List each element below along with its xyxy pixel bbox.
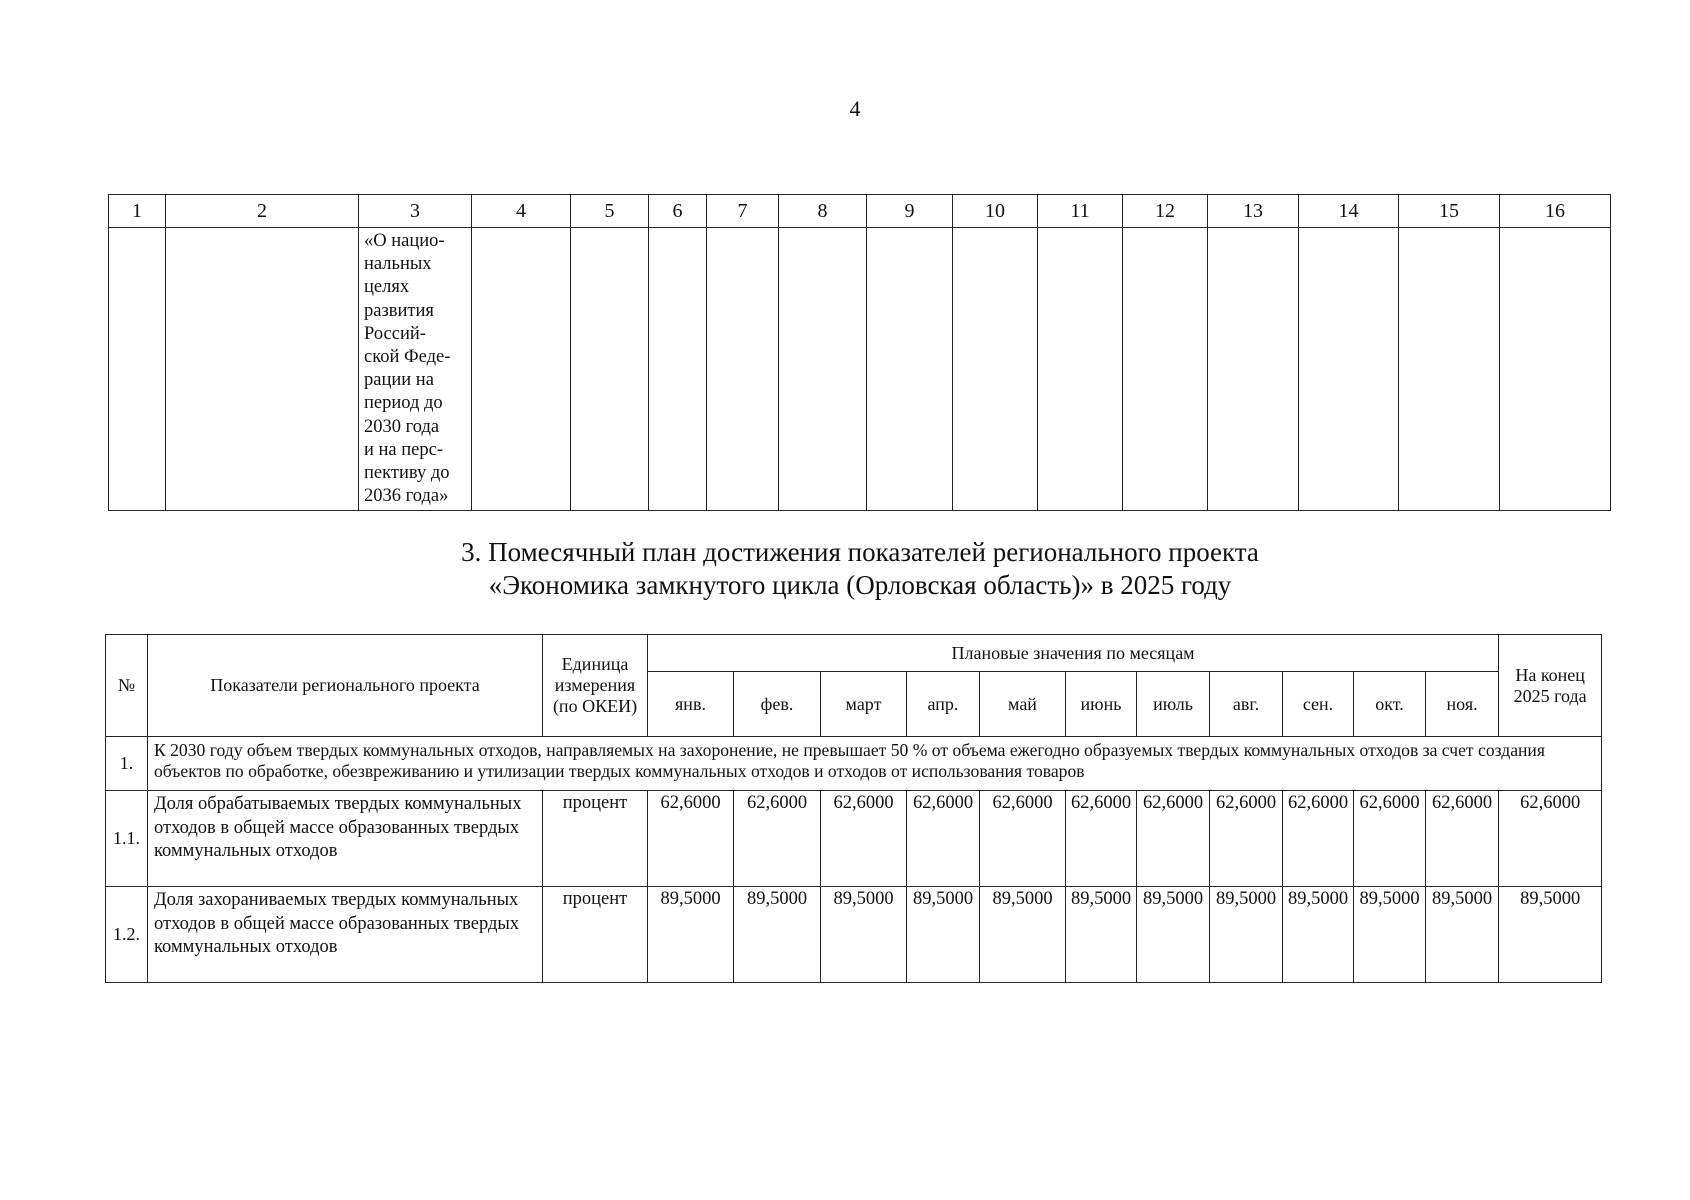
month-value: 62,6000 — [1283, 791, 1354, 887]
month-value: 62,6000 — [734, 791, 821, 887]
goal-number: 1. — [106, 737, 148, 791]
month-value: 62,6000 — [821, 791, 907, 887]
column-number: 10 — [953, 195, 1038, 228]
unit-value: процент — [543, 791, 648, 887]
column-number: 15 — [1399, 195, 1500, 228]
month-value: 89,5000 — [1137, 887, 1210, 983]
month-value: 62,6000 — [1426, 791, 1499, 887]
month-value: 89,5000 — [648, 887, 734, 983]
unit-value: процент — [543, 887, 648, 983]
row-number: 1.1. — [106, 791, 148, 887]
header-month: окт. — [1354, 672, 1426, 737]
law-reference-text: «О нацио- нальных целях развития Россий- ской Феде- рации на период до 2030 года и на перс- пективу до 2036 года» — [364, 231, 451, 507]
month-value: 62,6000 — [1137, 791, 1210, 887]
column-number: 4 — [472, 195, 571, 228]
column-number-row — [109, 195, 1611, 228]
month-value: 89,5000 — [980, 887, 1066, 983]
goal-row — [106, 737, 1602, 791]
continuation-row — [109, 228, 1611, 511]
month-value: 62,6000 — [648, 791, 734, 887]
month-value: 89,5000 — [1066, 887, 1137, 983]
section-title-line2: «Экономика замкнутого цикла (Орловская область)» в 2025 году — [488, 570, 1232, 600]
empty-cell — [1500, 228, 1611, 511]
indicator-name: Доля захораниваемых твердых коммунальных отходов в общей массе образованных твердых коммунальных отходов — [148, 887, 543, 983]
header-year-end: На конец 2025 года — [1499, 635, 1602, 737]
empty-cell — [953, 228, 1038, 511]
month-value: 89,5000 — [1426, 887, 1499, 983]
section-title-line1: 3. Помесячный план достижения показателей регионального проекта — [461, 537, 1259, 567]
column-number: 14 — [1299, 195, 1399, 228]
month-value: 89,5000 — [1354, 887, 1426, 983]
empty-cell — [166, 228, 359, 511]
table-row — [106, 887, 1602, 983]
header-month: фев. — [734, 672, 821, 737]
header-month: апр. — [907, 672, 980, 737]
section-title — [260, 536, 1460, 602]
empty-cell — [1399, 228, 1500, 511]
table-row — [106, 791, 1602, 887]
header-indicator: Показатели регионального проекта — [148, 635, 543, 737]
continuation-table — [108, 194, 1611, 511]
year-end-value: 89,5000 — [1499, 887, 1602, 983]
empty-cell — [571, 228, 649, 511]
empty-cell — [649, 228, 707, 511]
month-value: 89,5000 — [1210, 887, 1283, 983]
empty-cell — [707, 228, 779, 511]
column-number: 2 — [166, 195, 359, 228]
column-number: 1 — [109, 195, 166, 228]
header-row — [106, 635, 1602, 672]
monthly-plan-table — [105, 634, 1602, 983]
goal-text: К 2030 году объем твердых коммунальных отходов, направляемых на захоронение, не превышает 50 % от объема ежегодно образуемых твердых коммунальных отходов за счет создания объектов по обработке, обезвреживанию и утилизации твердых коммунальных отходов и отходов от использования товаров — [148, 737, 1602, 791]
column-number: 7 — [707, 195, 779, 228]
empty-cell — [1038, 228, 1123, 511]
column-number: 13 — [1208, 195, 1299, 228]
row-number: 1.2. — [106, 887, 148, 983]
month-value: 89,5000 — [1283, 887, 1354, 983]
month-value: 62,6000 — [980, 791, 1066, 887]
law-reference-cell — [359, 228, 472, 511]
month-value: 62,6000 — [1066, 791, 1137, 887]
empty-cell — [1299, 228, 1399, 511]
header-month: авг. — [1210, 672, 1283, 737]
month-value: 89,5000 — [821, 887, 907, 983]
header-month: ноя. — [1426, 672, 1499, 737]
month-value: 89,5000 — [907, 887, 980, 983]
month-value: 62,6000 — [907, 791, 980, 887]
empty-cell — [109, 228, 166, 511]
header-month: июнь — [1066, 672, 1137, 737]
empty-cell — [1208, 228, 1299, 511]
month-value: 89,5000 — [734, 887, 821, 983]
header-month: март — [821, 672, 907, 737]
empty-cell — [1123, 228, 1208, 511]
header-month: янв. — [648, 672, 734, 737]
header-month: май — [980, 672, 1066, 737]
year-end-value: 62,6000 — [1499, 791, 1602, 887]
empty-cell — [472, 228, 571, 511]
header-number: № — [106, 635, 148, 737]
indicator-name: Доля обрабатываемых твердых коммунальных отходов в общей массе образованных твердых коммунальных отходов — [148, 791, 543, 887]
column-number: 5 — [571, 195, 649, 228]
header-monthly-group: Плановые значения по месяцам — [648, 635, 1499, 672]
column-number: 3 — [359, 195, 472, 228]
column-number: 9 — [867, 195, 953, 228]
month-value: 62,6000 — [1210, 791, 1283, 887]
header-unit: Единица измерения (по ОКЕИ) — [543, 635, 648, 737]
header-month: июль — [1137, 672, 1210, 737]
header-month: сен. — [1283, 672, 1354, 737]
column-number: 11 — [1038, 195, 1123, 228]
empty-cell — [867, 228, 953, 511]
column-number: 12 — [1123, 195, 1208, 228]
empty-cell — [779, 228, 867, 511]
month-value: 62,6000 — [1354, 791, 1426, 887]
page-number: 4 — [849, 96, 861, 121]
column-number: 8 — [779, 195, 867, 228]
column-number: 16 — [1500, 195, 1611, 228]
column-number: 6 — [649, 195, 707, 228]
